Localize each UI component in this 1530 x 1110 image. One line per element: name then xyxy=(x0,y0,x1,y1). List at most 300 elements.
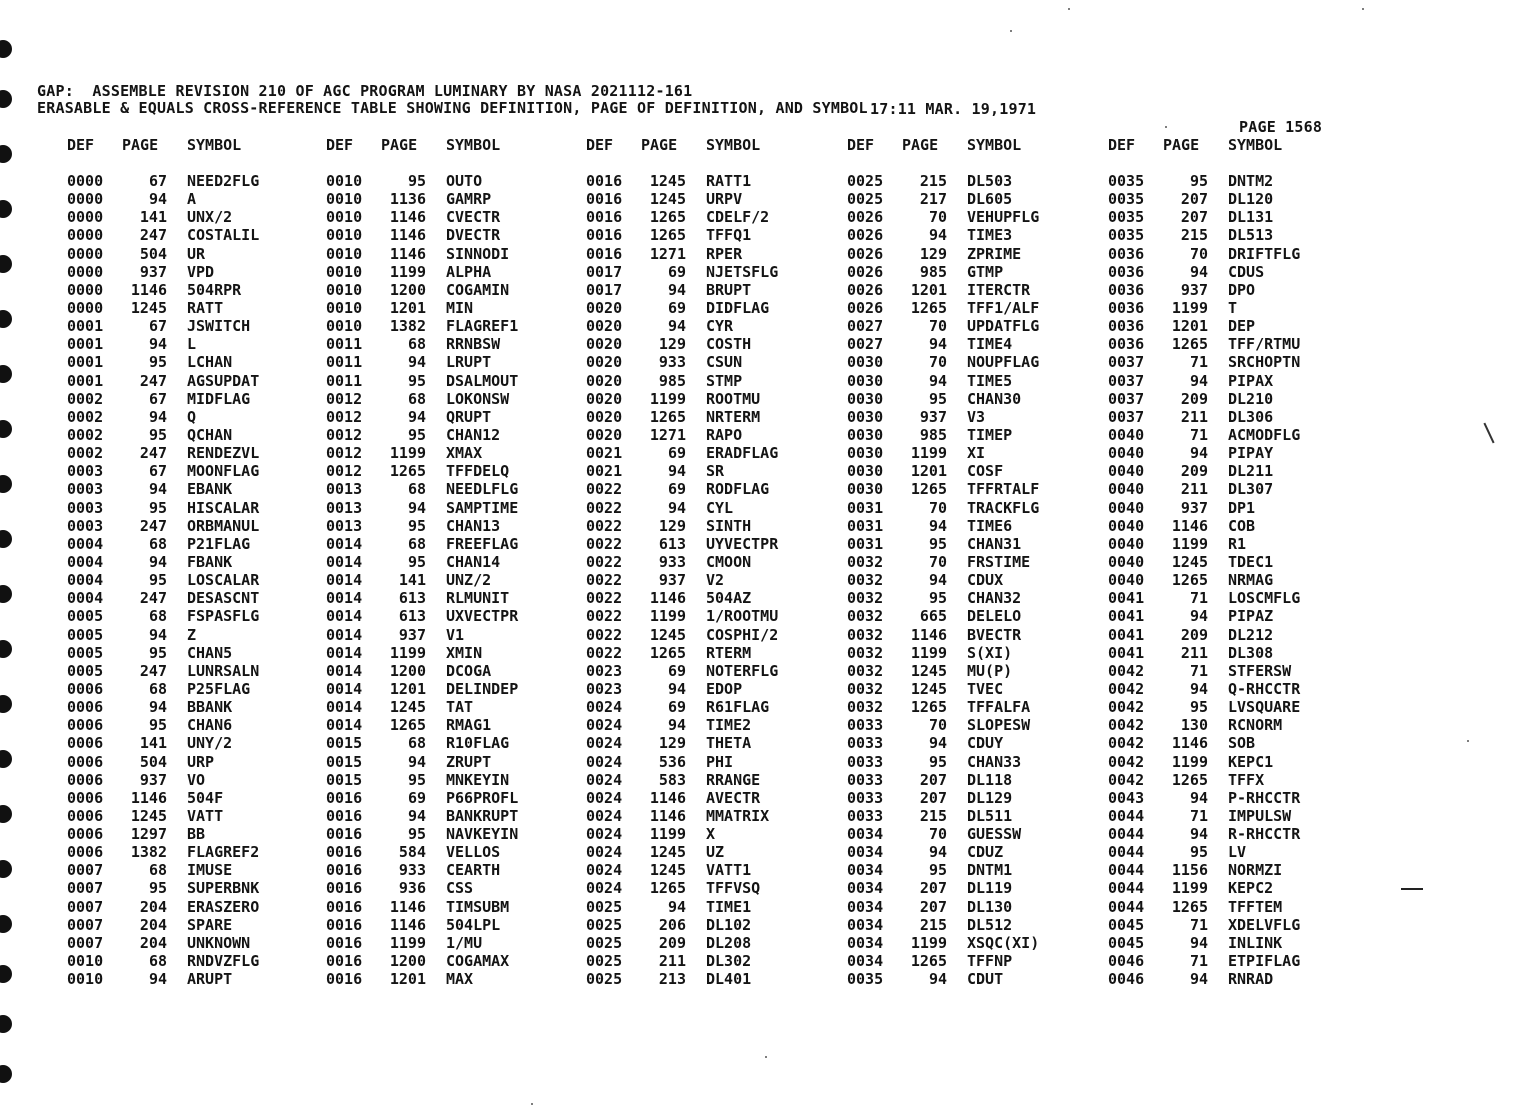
table-row xyxy=(326,480,566,498)
table-row xyxy=(326,499,566,517)
def-cell: 0013 xyxy=(326,480,363,499)
table-row xyxy=(326,317,566,335)
def-cell: 0012 xyxy=(326,462,363,481)
table-row xyxy=(586,789,826,807)
page-cell: 67 xyxy=(148,172,167,190)
symbol-cell: V2 xyxy=(706,571,725,590)
table-row xyxy=(586,299,826,317)
def-cell: 0022 xyxy=(586,516,623,535)
symbol-cell: DL302 xyxy=(706,952,752,971)
symbol-cell: TFFRTALF xyxy=(967,480,1040,499)
table-row xyxy=(847,263,1087,281)
table-row xyxy=(326,245,566,263)
page-cell: 95 xyxy=(407,172,426,190)
table-row xyxy=(1108,317,1348,335)
speck xyxy=(1362,8,1364,10)
table-row xyxy=(586,553,826,571)
page-cell: 1265 xyxy=(910,952,947,971)
symbol-cell: DELELO xyxy=(967,607,1022,626)
page-cell: 1146 xyxy=(1171,734,1208,753)
symbol-cell: P-RHCCTR xyxy=(1228,788,1301,807)
def-cell: 0006 xyxy=(67,806,104,825)
def-cell: 0046 xyxy=(1108,952,1145,971)
symbol-cell: STFERSW xyxy=(1228,661,1292,680)
table-row xyxy=(326,716,566,734)
def-cell: 0024 xyxy=(586,752,623,771)
def-cell: 0022 xyxy=(586,625,623,644)
symbol-cell: MNKEYIN xyxy=(446,770,510,789)
page-cell: 536 xyxy=(658,752,686,771)
table-row xyxy=(847,335,1087,353)
page-cell: 69 xyxy=(407,788,426,807)
def-cell: 0010 xyxy=(326,226,363,245)
page-cell: 95 xyxy=(407,552,426,571)
def-cell: 0020 xyxy=(586,298,623,317)
page-cell: 1265 xyxy=(649,407,686,426)
def-cell: 0035 xyxy=(1108,190,1145,209)
symbol-cell: KEPC1 xyxy=(1228,752,1274,771)
symbol-cell: ERADFLAG xyxy=(706,444,779,463)
page-cell: 1265 xyxy=(1171,335,1208,354)
table-row xyxy=(847,226,1087,244)
page-cell: 94 xyxy=(1189,679,1208,698)
table-row xyxy=(67,771,307,789)
def-cell: 0004 xyxy=(67,534,104,553)
def-cell: 0022 xyxy=(586,607,623,626)
symbol-cell: 504AZ xyxy=(706,589,752,608)
table-row xyxy=(847,734,1087,752)
page-cell: 94 xyxy=(148,625,167,644)
symbol-cell: ROOTMU xyxy=(706,389,761,408)
def-cell: 0024 xyxy=(586,843,623,862)
page-cell: 129 xyxy=(658,734,686,753)
def-cell: 0035 xyxy=(1108,226,1145,245)
page-cell: 1265 xyxy=(910,298,947,317)
def-cell: 0010 xyxy=(326,244,363,263)
table-row xyxy=(1108,771,1348,789)
symbol-cell: RATT1 xyxy=(706,172,752,190)
page-cell: 207 xyxy=(1180,190,1208,209)
def-cell: 0032 xyxy=(847,643,884,662)
symbol-cell: EDOP xyxy=(706,679,743,698)
page-cell: 94 xyxy=(928,335,947,354)
def-cell: 0022 xyxy=(586,534,623,553)
table-row xyxy=(1108,263,1348,281)
header-page: PAGE xyxy=(641,136,678,154)
header-sym: SYMBOL xyxy=(706,136,761,154)
table-row xyxy=(586,353,826,371)
page-cell: 94 xyxy=(1189,371,1208,390)
symbol-cell: QRUPT xyxy=(446,407,492,426)
symbol-cell: XSQC(XI) xyxy=(967,933,1040,952)
feed-hole xyxy=(0,1065,12,1083)
pen-mark xyxy=(1401,888,1423,890)
page-cell: 1199 xyxy=(910,933,947,952)
def-cell: 0036 xyxy=(1108,262,1145,281)
page-cell: 1265 xyxy=(1171,571,1208,590)
symbol-cell: COB xyxy=(1228,516,1256,535)
def-cell: 0035 xyxy=(1108,208,1145,227)
page-cell: 95 xyxy=(407,825,426,844)
def-cell: 0016 xyxy=(326,933,363,952)
page-cell: 95 xyxy=(148,643,167,662)
symbol-cell: T xyxy=(1228,298,1238,317)
def-cell: 0010 xyxy=(326,208,363,227)
page-cell: 94 xyxy=(407,752,426,771)
page-cell: 129 xyxy=(658,335,686,354)
def-cell: 0044 xyxy=(1108,861,1145,880)
page-cell: 1199 xyxy=(1171,752,1208,771)
table-row xyxy=(586,680,826,698)
def-cell: 0020 xyxy=(586,389,623,408)
symbol-cell: NJETSFLG xyxy=(706,262,779,281)
def-cell: 0042 xyxy=(1108,716,1145,735)
page-cell: 94 xyxy=(928,970,947,989)
table-row xyxy=(67,408,307,426)
symbol-cell: OUTO xyxy=(446,172,483,190)
symbol-cell: CYR xyxy=(706,317,734,336)
page-cell: 1199 xyxy=(649,607,686,626)
table-row xyxy=(326,226,566,244)
def-cell: 0010 xyxy=(326,172,363,190)
def-cell: 0044 xyxy=(1108,806,1145,825)
def-cell: 0035 xyxy=(847,970,884,989)
def-cell: 0034 xyxy=(847,915,884,934)
assembly-title: GAP: ASSEMBLE REVISION 210 OF AGC PROGRAM LUMINARY BY NASA 2021112-161 xyxy=(37,82,693,100)
symbol-cell: RNRAD xyxy=(1228,970,1274,989)
symbol-cell: RATT xyxy=(187,298,224,317)
symbol-cell: ITERCTR xyxy=(967,280,1031,299)
page-cell: 71 xyxy=(1189,425,1208,444)
symbol-cell: JSWITCH xyxy=(187,317,251,336)
symbol-cell: DL307 xyxy=(1228,480,1274,499)
page-cell: 70 xyxy=(928,353,947,372)
symbol-cell: V1 xyxy=(446,625,465,644)
page-cell: 1265 xyxy=(1171,770,1208,789)
table-row xyxy=(1108,408,1348,426)
page-cell: 68 xyxy=(148,534,167,553)
def-cell: 0024 xyxy=(586,788,623,807)
table-row xyxy=(1108,444,1348,462)
symbol-cell: RMAG1 xyxy=(446,716,492,735)
symbol-cell: MU(P) xyxy=(967,661,1013,680)
symbol-cell: DSALMOUT xyxy=(446,371,519,390)
page-cell: 1271 xyxy=(649,244,686,263)
def-cell: 0036 xyxy=(1108,317,1145,336)
symbol-cell: XI xyxy=(967,444,986,463)
table-row xyxy=(326,299,566,317)
symbol-cell: VATT xyxy=(187,806,224,825)
def-cell: 0034 xyxy=(847,897,884,916)
table-row xyxy=(67,607,307,625)
def-cell: 0016 xyxy=(326,788,363,807)
table-title: ERASABLE & EQUALS CROSS-REFERENCE TABLE SHOWING DEFINITION, PAGE OF DEFINITION, AND SYMBOL xyxy=(37,99,868,117)
symbol-cell: TIME1 xyxy=(706,897,752,916)
page-cell: 1156 xyxy=(1171,861,1208,880)
page-cell: 70 xyxy=(928,825,947,844)
page-cell: 1245 xyxy=(649,843,686,862)
def-cell: 0014 xyxy=(326,589,363,608)
page-cell: 207 xyxy=(919,770,947,789)
page-cell: 1265 xyxy=(649,643,686,662)
table-row xyxy=(1108,372,1348,390)
def-cell: 0040 xyxy=(1108,498,1145,517)
def-cell: 0014 xyxy=(326,625,363,644)
def-cell: 0037 xyxy=(1108,389,1145,408)
page-cell: 94 xyxy=(1189,970,1208,989)
def-cell: 0012 xyxy=(326,444,363,463)
def-cell: 0041 xyxy=(1108,607,1145,626)
symbol-cell: DCOGA xyxy=(446,661,492,680)
page-cell: 207 xyxy=(919,897,947,916)
symbol-cell: ZPRIME xyxy=(967,244,1022,263)
page-cell: 1146 xyxy=(649,806,686,825)
def-cell: 0020 xyxy=(586,407,623,426)
feed-hole xyxy=(0,145,12,163)
symbol-cell: VPD xyxy=(187,262,215,281)
symbol-cell: DL401 xyxy=(706,970,752,989)
def-cell: 0022 xyxy=(586,552,623,571)
def-cell: 0040 xyxy=(1108,571,1145,590)
page-cell: 1199 xyxy=(389,262,426,281)
symbol-cell: ETPIFLAG xyxy=(1228,952,1301,971)
symbol-cell: DL118 xyxy=(967,770,1013,789)
symbol-cell: ACMODFLG xyxy=(1228,425,1301,444)
table-row xyxy=(847,353,1087,371)
def-cell: 0004 xyxy=(67,552,104,571)
page-cell: 207 xyxy=(919,879,947,898)
def-cell: 0007 xyxy=(67,879,104,898)
page-cell: 68 xyxy=(148,607,167,626)
symbol-cell: UNZ/2 xyxy=(446,571,492,590)
page-cell: 204 xyxy=(139,933,167,952)
page-cell: 1265 xyxy=(389,462,426,481)
def-cell: 0016 xyxy=(326,970,363,989)
page-cell: 70 xyxy=(928,498,947,517)
page-cell: 94 xyxy=(667,462,686,481)
page-cell: 1245 xyxy=(910,679,947,698)
def-cell: 0025 xyxy=(847,172,884,190)
table-row xyxy=(326,934,566,952)
symbol-cell: DL208 xyxy=(706,933,752,952)
page-cell: 94 xyxy=(928,734,947,753)
def-cell: 0042 xyxy=(1108,698,1145,717)
symbol-cell: CHAN32 xyxy=(967,589,1022,608)
def-cell: 0030 xyxy=(847,425,884,444)
def-cell: 0025 xyxy=(586,952,623,971)
page-cell: 70 xyxy=(928,552,947,571)
speck xyxy=(531,1103,533,1105)
table-row xyxy=(67,499,307,517)
page-cell: 95 xyxy=(1189,172,1208,190)
table-row xyxy=(847,771,1087,789)
symbol-cell: CMOON xyxy=(706,552,752,571)
page-cell: 1146 xyxy=(389,897,426,916)
def-cell: 0043 xyxy=(1108,788,1145,807)
table-row xyxy=(1108,607,1348,625)
page-cell: 69 xyxy=(667,444,686,463)
page-cell: 94 xyxy=(148,698,167,717)
page-cell: 1146 xyxy=(1171,516,1208,535)
symbol-cell: 504F xyxy=(187,788,224,807)
speck xyxy=(1010,30,1012,32)
symbol-cell: TIMSUBM xyxy=(446,897,510,916)
def-cell: 0042 xyxy=(1108,734,1145,753)
def-cell: 0011 xyxy=(326,371,363,390)
table-row xyxy=(586,390,826,408)
table-row xyxy=(586,934,826,952)
def-cell: 0031 xyxy=(847,516,884,535)
page-cell: 94 xyxy=(928,371,947,390)
page-cell: 1265 xyxy=(1171,897,1208,916)
def-cell: 0016 xyxy=(326,806,363,825)
def-cell: 0044 xyxy=(1108,843,1145,862)
page-cell: 985 xyxy=(919,262,947,281)
page-cell: 141 xyxy=(398,571,426,590)
page-cell: 94 xyxy=(667,679,686,698)
def-cell: 0002 xyxy=(67,389,104,408)
page-cell: 1199 xyxy=(389,444,426,463)
table-row xyxy=(1108,571,1348,589)
symbol-cell: HISCALAR xyxy=(187,498,260,517)
symbol-cell: RLMUNIT xyxy=(446,589,510,608)
feed-hole xyxy=(0,310,12,328)
page-cell: 95 xyxy=(407,371,426,390)
def-cell: 0010 xyxy=(67,970,104,989)
page-cell: 95 xyxy=(928,589,947,608)
speck xyxy=(765,1056,767,1058)
def-cell: 0010 xyxy=(326,317,363,336)
page-cell: 1382 xyxy=(389,317,426,336)
header-def: DEF xyxy=(586,136,614,154)
def-cell: 0005 xyxy=(67,643,104,662)
table-row xyxy=(326,372,566,390)
page-cell: 504 xyxy=(139,244,167,263)
table-row xyxy=(586,444,826,462)
symbol-cell: IMPULSW xyxy=(1228,806,1292,825)
page-cell: 129 xyxy=(658,516,686,535)
table-row xyxy=(1108,335,1348,353)
page-cell: 95 xyxy=(148,425,167,444)
symbol-cell: TFFX xyxy=(1228,770,1265,789)
symbol-cell: MOONFLAG xyxy=(187,462,260,481)
def-cell: 0017 xyxy=(586,280,623,299)
def-cell: 0014 xyxy=(326,661,363,680)
symbol-cell: EBANK xyxy=(187,480,233,499)
page-cell: 70 xyxy=(928,317,947,336)
page-cell: 95 xyxy=(928,534,947,553)
def-cell: 0014 xyxy=(326,552,363,571)
def-cell: 0026 xyxy=(847,298,884,317)
header-sym: SYMBOL xyxy=(967,136,1022,154)
symbol-cell: Z xyxy=(187,625,197,644)
table-row xyxy=(847,607,1087,625)
symbol-cell: R1 xyxy=(1228,534,1247,553)
page-cell: 1146 xyxy=(389,208,426,227)
page-cell: 247 xyxy=(139,226,167,245)
page-cell: 67 xyxy=(148,317,167,336)
def-cell: 0025 xyxy=(847,190,884,209)
table-row xyxy=(847,680,1087,698)
table-row xyxy=(1108,680,1348,698)
feed-hole xyxy=(0,965,12,983)
table-row xyxy=(586,734,826,752)
symbol-cell: NEED2FLG xyxy=(187,172,260,190)
table-row xyxy=(1108,879,1348,897)
def-cell: 0010 xyxy=(326,262,363,281)
symbol-cell: P66PROFL xyxy=(446,788,519,807)
table-row xyxy=(67,843,307,861)
symbol-cell: DL102 xyxy=(706,915,752,934)
table-row xyxy=(1108,499,1348,517)
def-cell: 0010 xyxy=(326,190,363,209)
def-cell: 0032 xyxy=(847,698,884,717)
table-row xyxy=(586,480,826,498)
page-cell: 613 xyxy=(398,607,426,626)
table-row xyxy=(326,535,566,553)
def-cell: 0030 xyxy=(847,353,884,372)
table-row xyxy=(586,589,826,607)
def-cell: 0021 xyxy=(586,444,623,463)
def-cell: 0003 xyxy=(67,516,104,535)
table-row xyxy=(1108,390,1348,408)
header-def: DEF xyxy=(67,136,95,154)
table-row xyxy=(67,517,307,535)
def-cell: 0033 xyxy=(847,752,884,771)
symbol-cell: GTMP xyxy=(967,262,1004,281)
def-cell: 0027 xyxy=(847,335,884,354)
table-column xyxy=(847,172,1087,988)
page-cell: 1136 xyxy=(389,190,426,209)
symbol-cell: RCNORM xyxy=(1228,716,1283,735)
page-cell: 1265 xyxy=(910,698,947,717)
table-row xyxy=(1108,698,1348,716)
page-cell: 1245 xyxy=(649,625,686,644)
table-row xyxy=(1108,753,1348,771)
def-cell: 0021 xyxy=(586,462,623,481)
table-row xyxy=(326,825,566,843)
table-row xyxy=(847,553,1087,571)
page-cell: 95 xyxy=(148,879,167,898)
def-cell: 0041 xyxy=(1108,643,1145,662)
def-cell: 0030 xyxy=(847,462,884,481)
page-cell: 247 xyxy=(139,371,167,390)
def-cell: 0022 xyxy=(586,589,623,608)
table-row xyxy=(326,281,566,299)
speck xyxy=(1068,8,1070,10)
symbol-cell: FBANK xyxy=(187,552,233,571)
table-row xyxy=(326,408,566,426)
pen-mark xyxy=(1483,423,1494,444)
def-cell: 0036 xyxy=(1108,280,1145,299)
page-cell: 94 xyxy=(1189,933,1208,952)
table-row xyxy=(847,898,1087,916)
table-row xyxy=(586,916,826,934)
page-cell: 1199 xyxy=(910,444,947,463)
def-cell: 0041 xyxy=(1108,589,1145,608)
page-cell: 247 xyxy=(139,589,167,608)
def-cell: 0016 xyxy=(326,843,363,862)
symbol-cell: MIN xyxy=(446,298,474,317)
page-cell: 217 xyxy=(919,190,947,209)
symbol-cell: RNDVZFLG xyxy=(187,952,260,971)
table-row xyxy=(586,898,826,916)
header-def: DEF xyxy=(1108,136,1136,154)
table-row xyxy=(326,517,566,535)
page-cell: 1265 xyxy=(649,208,686,227)
symbol-cell: V3 xyxy=(967,407,986,426)
page-cell: 94 xyxy=(1189,788,1208,807)
